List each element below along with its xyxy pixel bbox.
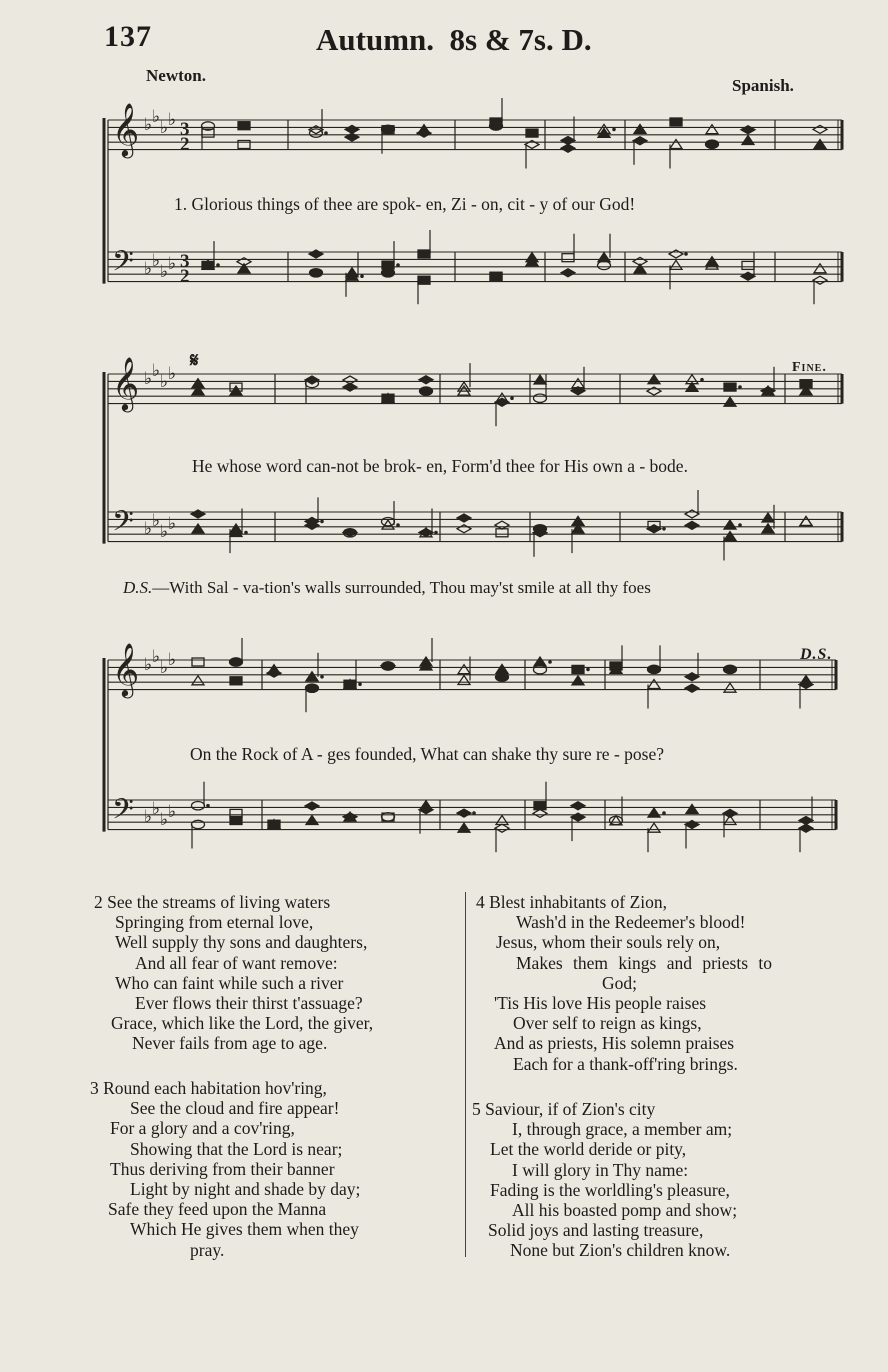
note-dot (472, 811, 476, 815)
note-head (419, 376, 433, 384)
note-head (268, 665, 280, 674)
verse-3 (90, 1078, 360, 1260)
note-head (192, 676, 204, 685)
fine-mark: Fine. (792, 360, 827, 375)
note-head (192, 379, 204, 388)
note-dot (206, 804, 210, 808)
note-head (800, 380, 812, 388)
verse-line: Who can faint while such a river (115, 972, 344, 993)
note-head (723, 809, 737, 817)
note-head (648, 808, 660, 817)
note-head (561, 137, 575, 145)
flat-sign-icon: ♭ (160, 372, 169, 392)
note-dot (396, 523, 400, 527)
segno-mark: 𝄋 (190, 350, 200, 372)
note-head (814, 264, 826, 273)
verse-line: None but Zion's children know. (510, 1240, 731, 1261)
note-head (382, 261, 394, 269)
note-head (670, 260, 682, 269)
verse-line: I will glory in Thy name: (512, 1159, 689, 1180)
composer-left: Newton. (146, 66, 206, 85)
note-head (495, 521, 509, 529)
lyric-line-2: He whose word can-not be brok- en, Form'd thee for His own a - bode. (192, 456, 688, 476)
note-head (800, 517, 812, 526)
note-head (762, 524, 774, 533)
verse-line: Let the world deride or pity, (490, 1139, 687, 1160)
note-head (382, 269, 395, 277)
note-dot (510, 396, 514, 400)
verse-line: And as priests, His solemn praises (494, 1033, 735, 1054)
note-head (742, 136, 754, 145)
verse-line: See the cloud and fire appear! (130, 1098, 340, 1119)
note-head (344, 680, 356, 688)
note-head (202, 261, 214, 269)
note-head (305, 802, 319, 810)
note-head (457, 514, 471, 522)
note-head (310, 269, 323, 277)
note-head (610, 662, 622, 670)
verse-line: Solid joys and lasting treasure, (488, 1220, 704, 1241)
note-head (457, 809, 471, 817)
note-head (534, 666, 547, 674)
note-head (598, 261, 611, 269)
note-head (191, 510, 205, 518)
lyric-line-3: On the Rock of A - ges founded, What can shake thy sure re - pose? (190, 744, 664, 764)
note-head (634, 124, 646, 133)
note-head (382, 813, 395, 821)
note-head (230, 677, 242, 685)
note-head (496, 816, 508, 825)
verse-line: Wash'd in the Redeemer's blood! (516, 912, 746, 933)
note-head (814, 140, 826, 149)
note-head (813, 276, 827, 284)
bass-clef-icon: 𝄢 (112, 793, 134, 833)
note-dot (320, 675, 324, 679)
treble-clef-icon: 𝄞 (112, 102, 140, 156)
note-head (685, 673, 699, 681)
note-head (345, 125, 359, 133)
flat-sign-icon: ♭ (144, 369, 153, 389)
note-head (533, 809, 547, 817)
verse-line: Jesus, whom their souls rely on, (496, 932, 721, 953)
verse-line: Light by night and shade by day; (130, 1179, 361, 1200)
note-head (686, 804, 698, 813)
note-head (192, 524, 204, 533)
note-head (561, 144, 575, 152)
note-head (230, 524, 242, 533)
flat-sign-icon: ♭ (160, 658, 169, 678)
note-head (458, 676, 470, 685)
note-head (813, 125, 827, 133)
note-dot (216, 263, 220, 267)
verse-line: 4 Blest inhabitants of Zion, (476, 892, 668, 912)
flat-sign-icon: ♭ (160, 262, 169, 282)
flat-sign-icon: ♭ (152, 361, 161, 381)
flat-sign-icon: ♭ (144, 259, 153, 279)
note-dot (360, 274, 364, 278)
note-head (724, 520, 736, 529)
verse-line: pray. (190, 1239, 225, 1260)
flat-sign-icon: ♭ (168, 514, 177, 534)
flat-sign-icon: ♭ (168, 650, 177, 670)
note-head (192, 802, 205, 810)
verse-line: Which He gives them when they (130, 1219, 359, 1240)
note-head (633, 137, 647, 145)
note-head (490, 122, 503, 130)
note-head (685, 521, 699, 529)
note-head (192, 658, 204, 666)
lyric-line-1: 1. Glorious things of thee are spok- en, Zi - on, cit - y of our God! (174, 194, 636, 214)
flat-sign-icon: ♭ (168, 110, 177, 130)
note-dot (662, 527, 666, 531)
note-dot (738, 523, 742, 527)
verse-line: Makes them kings and priests to (516, 952, 773, 973)
note-head (685, 684, 699, 692)
verse-line: 'Tis His love His people raises (494, 993, 707, 1014)
ds-label: D.S. (123, 578, 153, 597)
bass-clef-icon: 𝄢 (112, 245, 134, 285)
note-head (306, 672, 318, 681)
note-head (724, 383, 736, 391)
note-head (742, 261, 754, 269)
flat-sign-icon: ♭ (160, 522, 169, 542)
note-head (572, 676, 584, 685)
note-head (306, 816, 318, 825)
note-head (418, 125, 430, 134)
verse-line: Safe they feed upon the Manna (108, 1199, 327, 1220)
note-head (534, 802, 546, 810)
flat-sign-icon: ♭ (144, 807, 153, 827)
flat-sign-icon: ♭ (152, 799, 161, 819)
time-signature: 2 (180, 134, 190, 155)
note-head (490, 273, 502, 281)
verse-line: Thus deriving from their banner (110, 1158, 335, 1179)
note-dot (358, 682, 362, 686)
flat-sign-icon: ♭ (152, 251, 161, 271)
note-dot (700, 378, 704, 382)
note-head (685, 510, 699, 518)
note-head (457, 525, 471, 533)
time-signature: 3 (180, 251, 190, 272)
note-head (706, 257, 718, 266)
note-dot (244, 531, 248, 535)
note-head (496, 664, 508, 673)
note-dot (612, 128, 616, 132)
note-dot (662, 811, 666, 815)
flat-sign-icon: ♭ (160, 118, 169, 138)
note-head (382, 662, 395, 670)
verse-line: Showing that the Lord is near; (130, 1138, 343, 1159)
note-head (648, 375, 660, 384)
note-head (534, 657, 546, 666)
verse-line: And all fear of want remove: (135, 952, 338, 973)
meter: 8s & 7s. D. (449, 22, 592, 57)
time-signature: 3 (180, 119, 190, 140)
verse-line: 5 Saviour, if of Zion's city (472, 1099, 656, 1119)
flat-sign-icon: ♭ (160, 810, 169, 830)
flat-sign-icon: ♭ (144, 519, 153, 539)
note-head (799, 824, 813, 832)
verse-line: Never fails from age to age. (132, 1033, 328, 1054)
note-head (306, 684, 319, 692)
note-head (571, 802, 585, 810)
verse-line: 2 See the streams of living waters (94, 892, 331, 912)
note-head (495, 824, 509, 832)
tune-name: Autumn. (316, 22, 435, 57)
note-dot (434, 531, 438, 535)
verse-5 (472, 1099, 737, 1261)
verse-line: 3 Round each habitation hov'ring, (90, 1078, 327, 1098)
note-head (648, 680, 660, 689)
note-head (648, 823, 660, 832)
flat-sign-icon: ♭ (144, 115, 153, 135)
flat-sign-icon: ♭ (168, 254, 177, 274)
note-head (534, 375, 546, 384)
note-head (648, 665, 661, 673)
note-head (238, 122, 250, 130)
verse-line: All his boasted pomp and show; (512, 1200, 738, 1221)
verse-line: Springing from eternal love, (115, 912, 314, 933)
note-head (799, 817, 813, 825)
time-signature: 2 (180, 266, 190, 287)
note-head (572, 665, 584, 673)
note-head (670, 140, 682, 149)
note-head (458, 823, 470, 832)
ds-mark: D.S. (800, 646, 833, 663)
note-dot (738, 385, 742, 389)
note-head (230, 658, 243, 666)
note-head (670, 118, 682, 126)
verse-line: Well supply thy sons and daughters, (115, 932, 368, 953)
note-head (418, 276, 430, 284)
note-head (418, 250, 430, 258)
note-dot (684, 252, 688, 256)
note-head (762, 513, 774, 522)
note-head (309, 250, 323, 258)
hymn-number: 137 (104, 20, 152, 53)
verse-line: Each for a thank-off'ring brings. (513, 1053, 738, 1074)
note-head (724, 683, 736, 692)
note-head (724, 532, 736, 541)
note-dot (548, 660, 552, 664)
verse-line: Ever flows their thirst t'assuage? (135, 993, 363, 1014)
note-head (724, 665, 737, 673)
verse-line: Grace, which like the Lord, the giver, (111, 1013, 374, 1034)
note-head (741, 272, 755, 280)
note-head (496, 673, 509, 681)
note-head (706, 125, 718, 134)
ds-lyric-line (123, 578, 651, 598)
note-head (496, 529, 508, 537)
note-head (724, 397, 736, 406)
composer-right: Spanish. (732, 76, 794, 95)
flat-sign-icon: ♭ (144, 655, 153, 675)
ds-lyric-text: —With Sal - va-tion's walls surrounded, Thou may'st smile at all thy foes (152, 578, 651, 597)
verse-line: I, through grace, a member am; (512, 1119, 733, 1140)
note-dot (320, 520, 324, 524)
flat-sign-icon: ♭ (152, 511, 161, 531)
flat-sign-icon: ♭ (168, 802, 177, 822)
note-dot (324, 131, 328, 135)
note-head (346, 268, 358, 277)
note-head (382, 518, 395, 526)
bass-clef-icon: 𝄢 (112, 505, 134, 545)
note-head (598, 253, 610, 262)
verse-line: God; (602, 972, 637, 993)
note-head (420, 387, 433, 395)
note-head (562, 254, 574, 262)
treble-clef-icon: 𝄞 (112, 356, 140, 410)
treble-clef-icon: 𝄞 (112, 642, 140, 696)
note-head (192, 820, 205, 828)
note-head (669, 250, 683, 258)
note-head (526, 129, 538, 137)
column-divider (465, 892, 466, 1257)
note-head (634, 264, 646, 273)
flat-sign-icon: ♭ (152, 107, 161, 127)
note-head (706, 140, 719, 148)
verse-4 (476, 892, 772, 1074)
note-head (382, 125, 395, 133)
verse-line: Over self to reign as kings, (513, 1013, 702, 1034)
verse-2 (94, 892, 373, 1054)
verse-line: For a glory and a cov'ring, (110, 1118, 295, 1139)
note-head (458, 665, 470, 674)
note-head (534, 394, 547, 402)
note-head (561, 269, 575, 277)
note-head (305, 376, 319, 384)
note-dot (396, 263, 400, 267)
verse-line: Fading is the worldling's pleasure, (490, 1179, 730, 1200)
flat-sign-icon: ♭ (152, 647, 161, 667)
flat-sign-icon: ♭ (168, 364, 177, 384)
note-dot (586, 668, 590, 672)
